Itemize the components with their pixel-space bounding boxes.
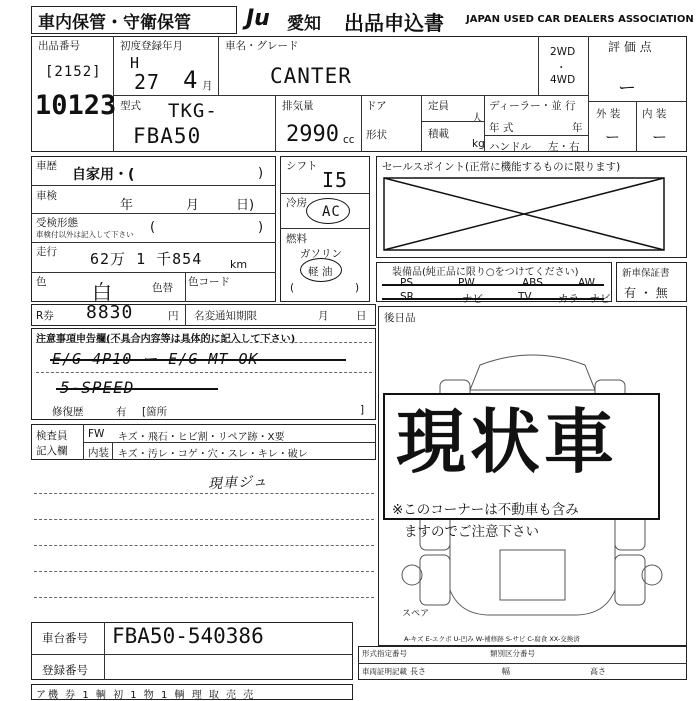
cooler-circle	[306, 198, 350, 224]
note-line	[34, 493, 374, 494]
equipment-abs: ABS	[522, 277, 543, 289]
equipment-tv: TV	[518, 291, 532, 303]
org-name: JAPAN USED CAR DEALERS ASSOCIATION	[466, 14, 694, 25]
divider	[280, 193, 370, 194]
repair-close: ]	[360, 404, 365, 416]
int-items: キズ・汚レ・コゲ・穴・スレ・キレ・破レ	[118, 449, 308, 460]
width-label: 幅	[502, 667, 510, 676]
drive-2wd: 2WD	[550, 46, 576, 58]
fuel-open: (	[290, 282, 295, 294]
vehicle-name-label: 車名・グレード	[225, 40, 299, 52]
history-value: 自家用・(	[72, 167, 135, 183]
fw-label: FW	[88, 428, 105, 440]
grade-interior-value: ー	[652, 128, 669, 146]
shape-label: 形状	[366, 129, 387, 141]
grade-score: ー	[618, 78, 637, 99]
equipment-strike-1	[382, 284, 604, 286]
color-code-label: 色コード	[188, 276, 230, 288]
inspection-year-unit: 年	[120, 198, 134, 213]
cert-label: 形式指定番号	[362, 649, 407, 658]
lot-label: 出品番号	[38, 40, 80, 52]
class-label: 類別区分番号	[490, 649, 535, 658]
lot-number: 10123	[35, 90, 117, 121]
sales-point-label: セールスポイント(正常に機能するものに限ります)	[382, 161, 621, 173]
stamp-note-1: ※このコーナーは不動車も含み	[392, 502, 579, 518]
form-title: 出品申込書	[344, 11, 444, 35]
name-change-day: 日	[356, 310, 367, 322]
equipment-navi: ナビ	[462, 293, 483, 305]
shift-label: シフト	[286, 160, 318, 172]
registration-era: H	[130, 54, 141, 72]
fuel-label: 燃料	[286, 233, 307, 245]
remarks-strike-2	[56, 388, 218, 390]
divider	[280, 228, 370, 229]
inspector-handwritten: 現車ジュ	[207, 473, 269, 493]
recycle-value: 8830	[86, 302, 134, 323]
divider	[31, 654, 353, 655]
capacity-label: 定員	[428, 100, 449, 112]
load-unit: kg	[472, 138, 485, 150]
stamp-title: 現状車	[396, 400, 618, 483]
chassis-value: FBA50-540386	[112, 624, 264, 648]
ju-logo: Ju	[246, 6, 270, 31]
equipment-ps: PS	[400, 277, 413, 289]
divider	[36, 342, 372, 343]
lot-sub-number: [2152]	[45, 64, 102, 80]
color-change-label: 色替	[152, 282, 173, 294]
cooler-label: 冷房	[286, 197, 307, 209]
warranty-options: 有 ・ 無	[624, 286, 668, 300]
note-line	[34, 597, 374, 598]
registration-month-unit: 月	[202, 80, 213, 92]
stamp-note-2: ますのでご注意下さい	[404, 524, 539, 540]
divider	[31, 272, 276, 273]
mileage-label: 走行	[36, 246, 57, 258]
load-label: 積載	[428, 128, 449, 140]
handle-label: ハンドル	[489, 141, 531, 153]
length-label: 長さ	[410, 667, 426, 676]
history-label: 車歴	[36, 160, 57, 172]
note-line	[34, 519, 374, 520]
equipment-label: 装備品(純正品に限り○をつけてください)	[392, 267, 579, 278]
spare-label: スペア	[402, 609, 430, 619]
divider	[588, 101, 687, 102]
intake-note: 車検付以外は記入して下さい	[36, 230, 134, 239]
divider	[218, 36, 219, 95]
displacement-label: 排気量	[282, 100, 314, 112]
bottom-row: ア機 券 1 輌 初 1 物 1 輌 理 取 売 売	[36, 690, 256, 701]
registration-year: 27	[134, 70, 161, 94]
registration-label: 初度登録年月	[120, 40, 183, 52]
fuel-circle	[300, 258, 342, 282]
rear-seat-label: 後日品	[384, 312, 416, 324]
intake-open: (	[150, 220, 156, 235]
divider	[83, 442, 376, 443]
divider	[358, 663, 687, 664]
dealer-label: ディーラー・並 行	[489, 100, 576, 112]
mileage-value: 62万 1 千854	[90, 250, 203, 268]
model-line1: TKG-	[168, 100, 218, 122]
storage-label: 車内保管・守衛保管	[38, 13, 191, 33]
divider	[104, 622, 105, 680]
reg-dims-label: 車両証明記載	[362, 667, 407, 676]
handle-options: 左・右	[548, 141, 580, 153]
divider	[31, 242, 276, 243]
logo-text: 愛知	[287, 14, 321, 34]
inspection-month-unit: 月	[186, 198, 200, 213]
diagram-legend: A-キズ E-エクボ U-凹み W-補修跡 S-サビ C-腐食 XX-交換済	[404, 635, 580, 643]
intake-close: )	[258, 220, 264, 235]
recycle-label: R券	[36, 310, 54, 322]
history-close: )	[258, 166, 264, 181]
grade-exterior-value: ー	[605, 128, 622, 146]
divider	[31, 213, 276, 214]
inspector-label-2: 記入欄	[36, 445, 68, 457]
equipment-color-navi: カラーナビ	[558, 293, 611, 305]
divider	[484, 95, 485, 152]
divider	[113, 95, 588, 96]
divider	[31, 185, 276, 186]
chassis-label: 車台番号	[42, 631, 88, 645]
divider	[275, 95, 276, 152]
remarks-strike-1	[50, 359, 346, 361]
grade-interior-label: 内 装	[642, 108, 667, 120]
model-year-label: 年 式	[489, 122, 514, 134]
fuel-gasoline: ガソリン	[300, 248, 342, 260]
name-change-label: 名変通知期限	[194, 310, 257, 322]
divider	[112, 442, 113, 460]
note-line	[34, 545, 374, 546]
cooler-value: AC	[322, 204, 341, 220]
fw-items: キズ・飛石・ヒビ割・リペア跡・X要	[118, 432, 285, 443]
drive-4wd: 4WD	[550, 74, 576, 86]
divider	[484, 135, 588, 136]
inspector-label-1: 検査員	[36, 430, 68, 442]
divider	[36, 372, 372, 373]
model-line2: FBA50	[133, 124, 202, 148]
divider	[421, 95, 422, 152]
intake-label: 受検形態	[36, 217, 78, 229]
grade-exterior-label: 外 装	[596, 108, 621, 120]
equipment-pw: PW	[458, 277, 475, 289]
grade-label: 評 価 点	[608, 40, 652, 54]
height-label: 高さ	[590, 667, 606, 676]
doors-label: ドア	[366, 100, 387, 112]
vehicle-name: CANTER	[270, 64, 352, 88]
sales-point-cross	[376, 172, 687, 258]
divider	[361, 95, 362, 152]
remarks-line2: 5-SPEED	[60, 378, 135, 397]
fuel-close: )	[355, 282, 360, 294]
equipment-aw: AW	[578, 277, 595, 289]
remarks-line1: E/G 4P10 ー E/G MT OK	[52, 350, 259, 368]
fuel-light-oil: 軽 油	[308, 266, 333, 278]
registration-month: 4	[183, 66, 199, 94]
inspection-label: 車検	[36, 190, 57, 202]
remarks-label: 注意事項申告欄(不具合内容等は具体的に記入して下さい)	[36, 334, 296, 345]
color-value: 白	[92, 280, 113, 304]
repair-value: 有	[116, 406, 127, 418]
mileage-unit: km	[230, 258, 248, 271]
drive-sep: ・	[556, 62, 567, 74]
divider	[185, 304, 186, 326]
repair-label: 修復歴	[52, 406, 84, 418]
color-label: 色	[36, 276, 47, 288]
divider	[538, 36, 539, 95]
divider	[588, 36, 589, 152]
model-year-unit: 年	[572, 122, 583, 134]
name-change-month: 月	[318, 310, 329, 322]
equipment-sr: SR	[400, 291, 414, 303]
repair-where: [箇所	[142, 406, 168, 418]
equipment-strike-2	[382, 298, 604, 300]
inspection-day-unit: 日)	[236, 198, 255, 213]
shift-value: I5	[322, 168, 349, 192]
recycle-unit: 円	[168, 310, 179, 322]
displacement-value: 2990	[286, 122, 339, 147]
model-label: 型式	[120, 100, 141, 112]
divider	[185, 272, 186, 302]
warranty-label: 新車保証書	[622, 268, 670, 279]
note-line	[34, 571, 374, 572]
int-label: 内装	[88, 447, 109, 459]
capacity-unit: 人	[472, 112, 483, 124]
reg-number-label: 登録番号	[42, 663, 88, 677]
displacement-unit: cc	[343, 134, 355, 146]
divider	[636, 101, 637, 152]
divider	[421, 121, 484, 122]
